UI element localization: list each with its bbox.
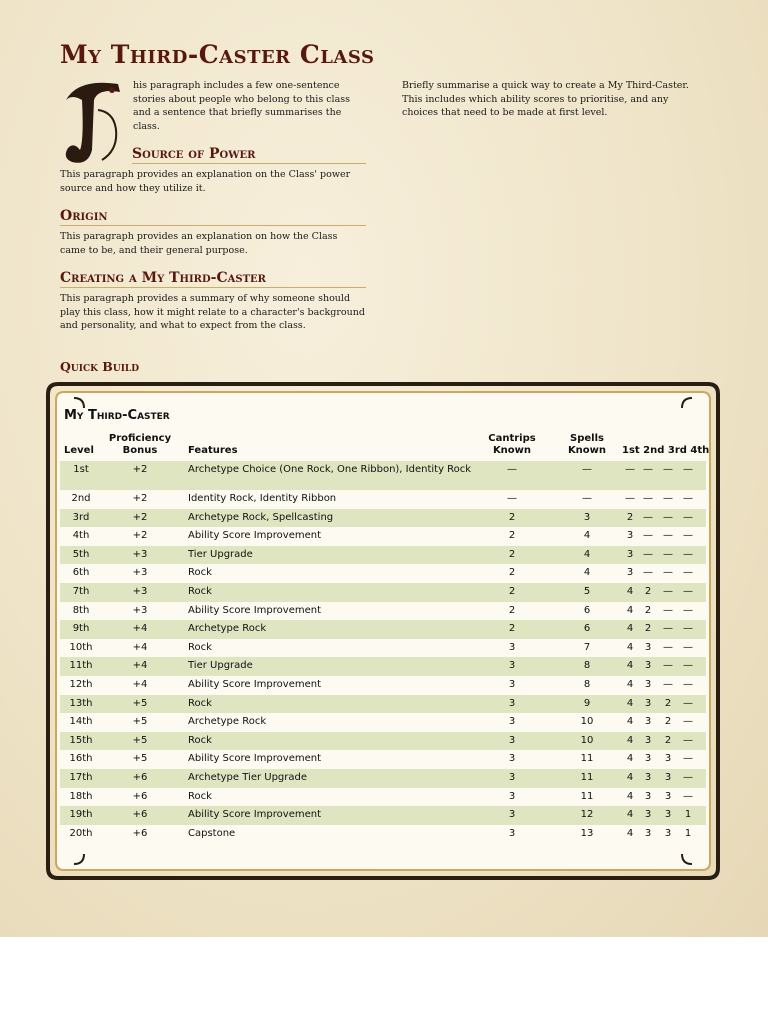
cell-slot-3rd: — bbox=[663, 493, 673, 504]
cell-slot-1st: 4 bbox=[626, 753, 634, 765]
cell-slot-4th: — bbox=[683, 623, 693, 635]
table-row bbox=[60, 788, 706, 807]
cell-cantrips: 3 bbox=[508, 827, 516, 839]
cell-level: 20th bbox=[69, 827, 93, 839]
cell-slot-1st: 4 bbox=[626, 641, 634, 653]
cell-slot-1st: 4 bbox=[626, 604, 634, 616]
header-spell-slots: 1st 2nd 3rd 4th bbox=[622, 445, 710, 456]
section-heading-origin: Origin bbox=[60, 208, 366, 226]
cell-level: 19th bbox=[69, 809, 93, 821]
cell-features: Ability Score Improvement bbox=[188, 679, 321, 690]
header-features: Features bbox=[188, 445, 238, 456]
cell-slot-1st: 4 bbox=[626, 586, 634, 597]
cell-slot-4th: — bbox=[683, 604, 693, 616]
cell-features: Ability Score Improvement bbox=[188, 753, 321, 765]
cell-proficiency: +3 bbox=[132, 567, 148, 579]
header-cantrips-line2: Known bbox=[492, 445, 532, 456]
cell-features: Rock bbox=[188, 790, 212, 802]
cell-spells: 11 bbox=[580, 772, 594, 783]
cell-slot-2nd: — bbox=[643, 567, 653, 579]
cell-slot-1st: 4 bbox=[626, 790, 634, 802]
dropcap-ornament bbox=[58, 70, 128, 170]
cell-proficiency: +4 bbox=[132, 660, 148, 672]
cell-slot-4th: — bbox=[683, 679, 693, 690]
section-text-origin: This paragraph provides an explanation on how the Class came to be, and their general purpose. bbox=[60, 231, 338, 256]
table-row bbox=[60, 750, 706, 769]
cell-level: 5th bbox=[72, 548, 90, 560]
cell-level: 1st bbox=[73, 464, 89, 475]
cell-spells: 11 bbox=[580, 753, 594, 765]
cell-proficiency: +2 bbox=[132, 511, 148, 523]
table-row bbox=[60, 490, 706, 509]
cell-slot-3rd: — bbox=[663, 641, 673, 653]
header-cantrips bbox=[482, 433, 542, 457]
cell-slot-3rd: 2 bbox=[664, 697, 672, 709]
cell-slot-4th: — bbox=[683, 660, 693, 672]
cell-level: 2nd bbox=[71, 493, 91, 504]
table-row bbox=[60, 639, 706, 658]
cell-level: 9th bbox=[72, 623, 90, 635]
cell-slot-4th: 1 bbox=[684, 827, 692, 839]
cell-spells: 9 bbox=[583, 697, 591, 709]
cell-slot-3rd: 3 bbox=[664, 753, 672, 765]
cell-spells: 8 bbox=[583, 679, 591, 690]
cell-slot-3rd: 2 bbox=[664, 716, 672, 728]
cell-spells: 12 bbox=[580, 809, 594, 821]
cell-proficiency: +5 bbox=[132, 734, 148, 746]
cell-proficiency: +6 bbox=[132, 772, 148, 783]
table-row bbox=[60, 583, 706, 602]
cell-level: 15th bbox=[69, 734, 93, 746]
cell-cantrips: 3 bbox=[508, 716, 516, 728]
cell-spells: 13 bbox=[580, 827, 594, 839]
cell-features: Rock bbox=[188, 567, 212, 579]
cell-slot-2nd: 3 bbox=[644, 734, 652, 746]
cell-slot-3rd: — bbox=[663, 464, 673, 475]
cell-slot-3rd: 3 bbox=[664, 809, 672, 821]
table-row bbox=[60, 527, 706, 546]
cell-slot-3rd: — bbox=[663, 623, 673, 635]
cell-cantrips: 2 bbox=[508, 604, 516, 616]
cell-slot-2nd: 3 bbox=[644, 772, 652, 783]
cell-level: 4th bbox=[72, 530, 90, 542]
intro-paragraph: his paragraph includes a few one-sentence stories about people who belong to this class and a sentence that briefly summarises the class. bbox=[133, 80, 350, 132]
cell-spells: 4 bbox=[583, 530, 591, 542]
cell-features: Archetype Rock bbox=[188, 716, 267, 728]
header-proficiency bbox=[102, 433, 178, 457]
cell-proficiency: +2 bbox=[132, 493, 148, 504]
cell-features: Rock bbox=[188, 641, 212, 653]
cell-cantrips: 2 bbox=[508, 548, 516, 560]
cell-slot-3rd: — bbox=[663, 530, 673, 542]
page-title: My Third-Caster Class bbox=[60, 40, 375, 69]
header-cantrips-line1: Cantrips bbox=[488, 433, 536, 444]
cell-cantrips: — bbox=[507, 464, 517, 475]
cell-spells: 3 bbox=[583, 511, 591, 523]
cell-cantrips: 2 bbox=[508, 567, 516, 579]
cell-spells: — bbox=[582, 464, 592, 475]
cell-proficiency: +5 bbox=[132, 753, 148, 765]
section-text-creating: This paragraph provides a summary of why someone should play this class, how it might relate to a character's background and personality, and what to expect from the class. bbox=[60, 293, 365, 332]
cell-slot-1st: 3 bbox=[626, 567, 634, 579]
cell-features: Tier Upgrade bbox=[188, 548, 253, 560]
cell-cantrips: 3 bbox=[508, 734, 516, 746]
cell-cantrips: 3 bbox=[508, 697, 516, 709]
cell-features: Rock bbox=[188, 734, 212, 746]
cell-features: Archetype Choice (One Rock, One Ribbon), Identity Rock bbox=[188, 464, 472, 475]
cell-slot-2nd: 3 bbox=[644, 641, 652, 653]
cell-level: 12th bbox=[69, 679, 93, 690]
cell-features: Rock bbox=[188, 697, 212, 709]
header-spells-line1: Spells bbox=[570, 433, 604, 444]
cell-level: 14th bbox=[69, 716, 93, 728]
cell-slot-4th: 1 bbox=[684, 809, 692, 821]
cell-proficiency: +6 bbox=[132, 827, 148, 839]
cell-slot-4th: — bbox=[683, 641, 693, 653]
table-row bbox=[60, 676, 706, 695]
cell-slot-2nd: 2 bbox=[644, 586, 652, 597]
table-row bbox=[60, 713, 706, 732]
cell-slot-2nd: 3 bbox=[644, 753, 652, 765]
cell-cantrips: 2 bbox=[508, 530, 516, 542]
cell-features: Identity Rock, Identity Ribbon bbox=[188, 493, 337, 504]
cell-features: Archetype Tier Upgrade bbox=[188, 772, 308, 783]
cell-slot-4th: — bbox=[683, 567, 693, 579]
cell-slot-3rd: 2 bbox=[664, 734, 672, 746]
cell-slot-3rd: — bbox=[663, 660, 673, 672]
cell-slot-3rd: — bbox=[663, 511, 673, 523]
cell-level: 3rd bbox=[72, 511, 90, 523]
cell-slot-2nd: 3 bbox=[644, 827, 652, 839]
cell-features: Tier Upgrade bbox=[188, 660, 253, 672]
cell-slot-4th: — bbox=[683, 493, 693, 504]
cell-level: 16th bbox=[69, 753, 93, 765]
cell-cantrips: — bbox=[507, 493, 517, 504]
cell-features: Archetype Rock, Spellcasting bbox=[188, 511, 334, 523]
cell-cantrips: 3 bbox=[508, 809, 516, 821]
cell-proficiency: +2 bbox=[132, 530, 148, 542]
table-row bbox=[60, 546, 706, 565]
cell-slot-4th: — bbox=[683, 790, 693, 802]
header-spells-line2: Known bbox=[567, 445, 607, 456]
cell-slot-1st: 3 bbox=[626, 548, 634, 560]
cell-cantrips: 3 bbox=[508, 753, 516, 765]
cell-slot-4th: — bbox=[683, 586, 693, 597]
table-row bbox=[60, 657, 706, 676]
cell-slot-4th: — bbox=[683, 511, 693, 523]
cell-proficiency: +6 bbox=[132, 809, 148, 821]
cell-slot-2nd: — bbox=[643, 493, 653, 504]
quick-build-text: Briefly summarise a quick way to create a My Third-Caster. This includes which ability scores to prioritise, and any choices that need to be made at first level. bbox=[402, 80, 689, 119]
cell-proficiency: +2 bbox=[132, 464, 148, 475]
cell-features: Ability Score Improvement bbox=[188, 604, 321, 616]
cell-level: 6th bbox=[72, 567, 90, 579]
cell-features: Archetype Rock bbox=[188, 623, 267, 635]
cell-features: Capstone bbox=[188, 827, 236, 839]
cell-level: 11th bbox=[69, 660, 93, 672]
cell-slot-2nd: — bbox=[643, 530, 653, 542]
cell-slot-2nd: 3 bbox=[644, 716, 652, 728]
table-row bbox=[60, 564, 706, 583]
cell-cantrips: 3 bbox=[508, 772, 516, 783]
cell-slot-1st: 4 bbox=[626, 716, 634, 728]
cell-cantrips: 3 bbox=[508, 790, 516, 802]
table-row bbox=[60, 806, 706, 825]
table-row bbox=[60, 769, 706, 788]
cell-proficiency: +5 bbox=[132, 697, 148, 709]
cell-level: 17th bbox=[69, 772, 93, 783]
section-heading-creating: Creating a My Third-Caster bbox=[60, 270, 366, 288]
table-title: My Third-Caster bbox=[64, 408, 170, 423]
cell-proficiency: +3 bbox=[132, 604, 148, 616]
table-row bbox=[60, 461, 706, 490]
cell-slot-2nd: 3 bbox=[644, 660, 652, 672]
table-row bbox=[60, 825, 706, 844]
cell-slot-3rd: — bbox=[663, 679, 673, 690]
cell-cantrips: 2 bbox=[508, 623, 516, 635]
cell-level: 18th bbox=[69, 790, 93, 802]
cell-cantrips: 3 bbox=[508, 660, 516, 672]
cell-slot-3rd: — bbox=[663, 604, 673, 616]
quick-build-heading: Quick Build bbox=[60, 359, 140, 374]
cell-slot-1st: 4 bbox=[626, 772, 634, 783]
cell-slot-2nd: — bbox=[643, 548, 653, 560]
cell-slot-2nd: 2 bbox=[644, 604, 652, 616]
cell-level: 10th bbox=[69, 641, 93, 653]
cell-slot-1st: — bbox=[625, 493, 635, 504]
cell-slot-1st: 4 bbox=[626, 679, 634, 690]
cell-slot-3rd: — bbox=[663, 586, 673, 597]
cell-spells: 11 bbox=[580, 790, 594, 802]
cell-level: 8th bbox=[72, 604, 90, 616]
cell-cantrips: 2 bbox=[508, 586, 516, 597]
cell-slot-2nd: 3 bbox=[644, 697, 652, 709]
table-row bbox=[60, 602, 706, 621]
cell-proficiency: +3 bbox=[132, 548, 148, 560]
cell-cantrips: 2 bbox=[508, 511, 516, 523]
cell-level: 13th bbox=[69, 697, 93, 709]
cell-slot-2nd: 2 bbox=[644, 623, 652, 635]
cell-slot-3rd: 3 bbox=[664, 790, 672, 802]
table-row bbox=[60, 620, 706, 639]
cell-slot-4th: — bbox=[683, 716, 693, 728]
cell-proficiency: +4 bbox=[132, 679, 148, 690]
header-proficiency-line2: Bonus bbox=[122, 445, 158, 456]
cell-slot-1st: 4 bbox=[626, 827, 634, 839]
cell-slot-4th: — bbox=[683, 548, 693, 560]
cell-slot-3rd: 3 bbox=[664, 772, 672, 783]
cell-spells: — bbox=[582, 493, 592, 504]
cell-spells: 6 bbox=[583, 623, 591, 635]
cell-spells: 10 bbox=[580, 734, 594, 746]
cell-slot-1st: 4 bbox=[626, 697, 634, 709]
cell-cantrips: 3 bbox=[508, 679, 516, 690]
cell-slot-4th: — bbox=[683, 464, 693, 475]
header-level: Level bbox=[64, 445, 94, 456]
cell-slot-4th: — bbox=[683, 697, 693, 709]
cell-slot-2nd: 3 bbox=[644, 790, 652, 802]
cell-slot-1st: 4 bbox=[626, 809, 634, 821]
table-row bbox=[60, 509, 706, 528]
cell-spells: 7 bbox=[583, 641, 591, 653]
cell-slot-3rd: — bbox=[663, 548, 673, 560]
cell-slot-2nd: 3 bbox=[644, 809, 652, 821]
cell-slot-1st: 4 bbox=[626, 660, 634, 672]
table-row bbox=[60, 695, 706, 714]
cell-slot-4th: — bbox=[683, 734, 693, 746]
cell-spells: 8 bbox=[583, 660, 591, 672]
cell-features: Rock bbox=[188, 586, 212, 597]
cell-spells: 4 bbox=[583, 548, 591, 560]
cell-features: Ability Score Improvement bbox=[188, 809, 321, 821]
cell-slot-1st: 4 bbox=[626, 623, 634, 635]
cell-slot-1st: 3 bbox=[626, 530, 634, 542]
cell-cantrips: 3 bbox=[508, 641, 516, 653]
cell-features: Ability Score Improvement bbox=[188, 530, 321, 542]
cell-spells: 5 bbox=[583, 586, 591, 597]
cell-proficiency: +6 bbox=[132, 790, 148, 802]
cell-spells: 4 bbox=[583, 567, 591, 579]
cell-slot-2nd: — bbox=[643, 464, 653, 475]
cell-proficiency: +3 bbox=[132, 586, 148, 597]
cell-spells: 10 bbox=[580, 716, 594, 728]
cell-spells: 6 bbox=[583, 604, 591, 616]
cell-slot-1st: — bbox=[625, 464, 635, 475]
cell-proficiency: +5 bbox=[132, 716, 148, 728]
table-row bbox=[60, 732, 706, 751]
cell-slot-2nd: — bbox=[643, 511, 653, 523]
cell-slot-1st: 2 bbox=[626, 511, 634, 523]
section-text-source-of-power: This paragraph provides an explanation on the Class' power source and how they utilize it. bbox=[60, 169, 351, 194]
cell-level: 7th bbox=[72, 586, 90, 597]
cell-slot-3rd: — bbox=[663, 567, 673, 579]
cell-slot-4th: — bbox=[683, 772, 693, 783]
cell-proficiency: +4 bbox=[132, 623, 148, 635]
header-spells bbox=[557, 433, 617, 457]
cell-slot-1st: 4 bbox=[626, 734, 634, 746]
cell-proficiency: +4 bbox=[132, 641, 148, 653]
cell-slot-4th: — bbox=[683, 530, 693, 542]
cell-slot-3rd: 3 bbox=[664, 827, 672, 839]
cell-slot-2nd: 3 bbox=[644, 679, 652, 690]
header-proficiency-line1: Proficiency bbox=[108, 433, 172, 444]
cell-slot-4th: — bbox=[683, 753, 693, 765]
section-heading-source-of-power: Source of Power bbox=[132, 146, 366, 164]
